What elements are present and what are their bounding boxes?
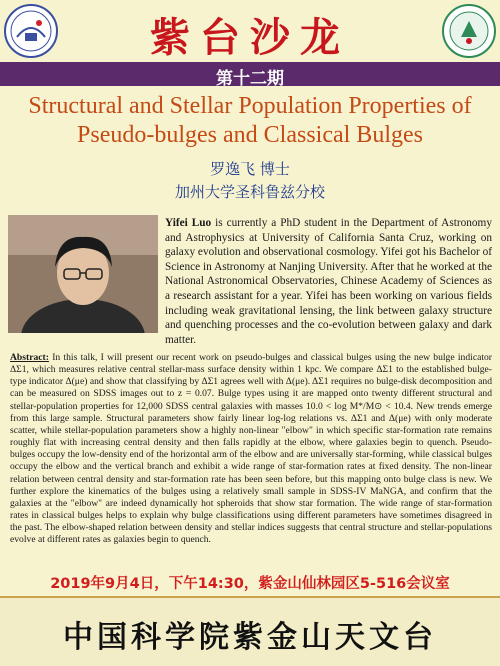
speaker-name: 罗逸飞 博士 <box>210 160 290 178</box>
talk-title-line2: Pseudo-bulges and Classical Bulges <box>77 122 423 148</box>
speaker-photo <box>8 215 158 333</box>
issue-bar <box>0 62 500 89</box>
poster-header <box>0 0 500 62</box>
abstract-label: Abstract: <box>10 352 49 363</box>
institution-name: 中国科学院紫金山天文台 <box>63 620 437 655</box>
speaker-affiliation: 加州大学圣科鲁兹分校 <box>174 183 325 201</box>
talk-title-line1: Structural and Stellar Population Properties of <box>28 93 472 119</box>
talk-title <box>10 92 490 150</box>
speaker-bio-text: is currently a PhD student in the Department of Astronomy and Astrophysics at University of California Santa Cruz, working on galaxy evolution and observational cosmology. Yifei got his Bachelor of Science in Astronomy at Nanjing University. After that he worked at the National Astronomical Observatories, Chinese Academy of Sciences as a research assistant for a year. Yifei has been working on various fields including weak gravitational lensing, the link between galaxy structure and quenching processes and the co-evolution between galaxy and dark matter. <box>165 217 493 346</box>
abstract <box>10 352 492 547</box>
series-title: 紫台沙龙 <box>150 14 350 61</box>
issue-number: 第十二期 <box>216 69 284 89</box>
speaker-bio <box>165 216 492 347</box>
abstract-text: In this talk, I will present our recent work on pseudo-bulges and classical bulges using the new bulge indicator ΔΣ1, which measures relative central stellar-mass surface density within 1 kpc. We compare ΔΣ1 to the established bulge-type indicator Δ(μe) and show that classifying by ΔΣ1 agrees well with Δ(μe). ΔΣ1 requires no bulge-disk decomposition and can be measured on SDSS images out to z = 0.07. Bulge types using it are mapped onto twenty different structural and stellar-population properties for 12,000 SDSS central galaxies with masses 10.0 < log M*/M⊙ < 10.4. New trends emerge from this large sample. Structural parameters show fairly linear log-log relations vs. ΔΣ1 and Δ(μe) with only moderate scatter, while stellar-population parameters show a highly non-linear "elbow" in which specific star-formation rate remains roughly flat with increasing central density and then falls rapidly at the elbow, where galaxies begin to quench. Pseudo-bulges occupy the low-density end of the horizontal arm of the elbow and are universally star-forming, while classical bulges occupy the elbow and the vertical branch and exhibit a wide range of star-formation rates at fixed density. The non-linear relation between central density and star-formation rate has been seen before, but this mapping onto bulge class is new. We further explore the kinematics of the bulges using a relatively small sample in SDSS-IV MaNGA, and confirm that the galaxies at the "elbow" are indeed dynamically hot spheroids that show star formation. The wide range of star-formation rates in classical bulges helps to explain why bulge classifications using different parameters have sometimes disagreed in the past. The elbow-shaped relation between density and stellar indices suggests that central structure and stellar-populations evolve at different rates as galaxies begin to quench. <box>10 352 492 546</box>
speaker-bio-name: Yifei Luo <box>165 217 212 229</box>
event-datetime: 2019年9月4日，下午14:30，紫金山仙林园区5-516会议室 <box>50 576 450 592</box>
poster-footer <box>0 598 500 666</box>
cas-logo-icon <box>441 3 497 59</box>
